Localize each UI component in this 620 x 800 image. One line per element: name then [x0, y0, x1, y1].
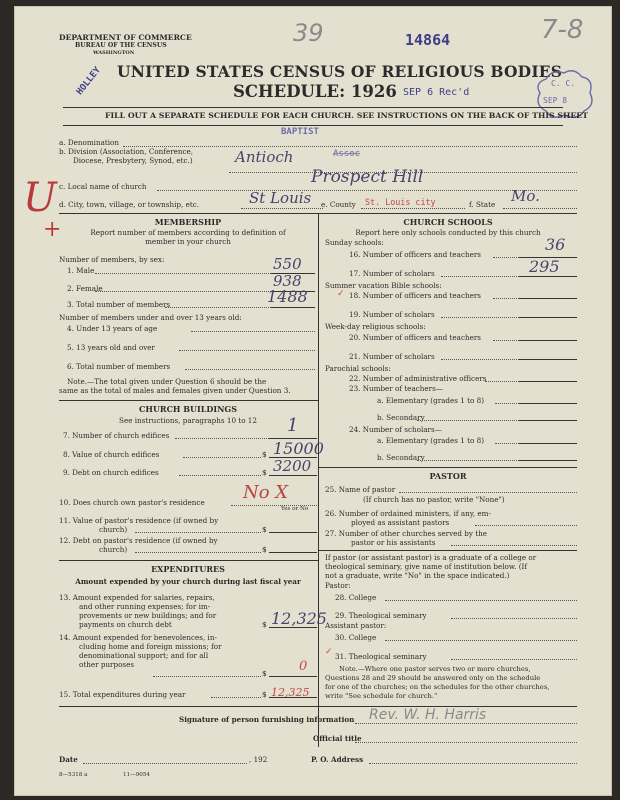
male-value: 550: [273, 255, 302, 273]
i27-line: [451, 545, 577, 546]
item-24b-label: b. Secondary: [377, 453, 425, 462]
res-value-line: [269, 532, 317, 533]
under13-dots: [191, 331, 315, 332]
parochial-label: Parochial schools:: [325, 364, 391, 373]
item-27-label: 27. Number of other churches served by the: [325, 529, 488, 538]
item-23b-label: b. Secondary: [377, 413, 425, 422]
summer-label: Summer vacation Bible schools:: [325, 281, 442, 290]
item-17-label: 17. Number of scholars: [349, 269, 435, 278]
membership-rule: [59, 400, 318, 401]
value-dots: [183, 457, 261, 458]
exp-14-dollar: $: [262, 669, 267, 678]
residence-value-label: 11. Value of pastor's residence (if owned by: [59, 516, 219, 525]
female-value: 938: [273, 272, 302, 290]
official-title-label: Official title: [313, 734, 362, 743]
i21-dots: [441, 359, 519, 360]
exp-15-dollar: $: [262, 690, 267, 699]
schools-note: Report here only schools conducted by this church: [355, 228, 541, 237]
pastor-residence-label: 10. Does church own pastor's residence: [59, 498, 205, 507]
graduate-note-2: theological seminary, give name of institution below. (If: [325, 562, 528, 571]
item-24a-label: a. Elementary (grades 1 to 8): [377, 436, 484, 445]
form-number: 8—5318 a: [59, 772, 88, 778]
total6-dots: [185, 369, 315, 370]
res-value-dots: [135, 532, 261, 533]
i18-line: [519, 298, 577, 299]
schedule-title: SCHEDULE: 1926: [233, 82, 397, 101]
county-line: [361, 208, 465, 209]
edifices-label: 7. Number of church edifices: [63, 431, 170, 440]
item-19-label: 19. Number of scholars: [349, 310, 435, 319]
value-edifices-label: 8. Value of church edifices: [63, 450, 160, 459]
exp-14-label-4: other purposes: [79, 660, 135, 669]
total-members-value: 1488: [267, 287, 308, 306]
assistant-subheading: Assistant pastor:: [325, 621, 387, 630]
item-18-label: 18. Number of officers and teachers: [349, 291, 481, 300]
signature-value: Rev. W. H. Harris: [369, 707, 487, 723]
item-30-label: 30. College: [335, 633, 377, 642]
red-plus-mark: +: [43, 217, 62, 242]
received-stamp: SEP 6 Rec'd: [403, 87, 470, 98]
item-23-label: 23. Number of teachers—: [349, 384, 443, 393]
over-13-label: 5. 13 years old and over: [67, 343, 155, 352]
item-29-label: 29. Theological seminary: [335, 611, 427, 620]
i23b-dots: [417, 420, 519, 421]
weekday-label: Week-day religious schools:: [325, 322, 426, 331]
male-label: 1. Male: [67, 266, 95, 275]
signature-line: [355, 723, 577, 724]
exp-14-label-2: cluding home and foreign missions; for: [79, 642, 222, 651]
date-line: [83, 763, 247, 764]
pastor-note-2: Questions 28 and 29 should be answered only on the schedule: [325, 674, 541, 682]
denomination-label: a. Denomination: [59, 138, 119, 147]
female-label: 2. Female: [67, 284, 103, 293]
red-check-31: ✓: [325, 647, 333, 657]
circle-stamp-line-2: SEP 8: [543, 96, 568, 105]
assoc-stamp: Assoc: [333, 149, 361, 159]
red-margin-mark: U: [23, 175, 57, 221]
exp-13-label-2: and other running expenses; for im-: [79, 602, 211, 611]
i18-dots: [493, 298, 519, 299]
handwritten-number-7-8: 7-8: [541, 15, 584, 45]
total-dots: [165, 307, 271, 308]
i29-line: [451, 618, 577, 619]
exp-15-dots: [211, 697, 261, 698]
holley-stamp: HOLLEY: [75, 65, 103, 98]
item-27-label-2: pastor or his assistants: [351, 538, 436, 547]
i24a-line: [519, 443, 577, 444]
i28-line: [385, 600, 577, 601]
schools-rule: [318, 467, 577, 468]
sunday-schools-label: Sunday schools:: [325, 238, 384, 247]
baptist-stamp: BAPTIST: [281, 127, 319, 137]
exp-15-label: 15. Total expenditures during year: [59, 690, 186, 699]
debt-edifices-value: 3200: [273, 457, 312, 475]
item-16-value: 36: [545, 235, 566, 254]
male-dots: [95, 273, 271, 274]
over13-dots: [179, 350, 315, 351]
exp-14-line: [269, 676, 317, 677]
form-title: UNITED STATES CENSUS OF RELIGIOUS BODIES: [117, 62, 563, 81]
total-line: [271, 307, 315, 308]
item-25-label: 25. Name of pastor: [325, 485, 396, 494]
census-form-sheet: [14, 6, 612, 796]
exp-13-label: 13. Amount expended for salaries, repairs,: [59, 593, 215, 602]
serial-number-stamp: 14864: [405, 31, 451, 49]
pastor-heading: PASTOR: [429, 471, 467, 481]
county-value: St. Louis city: [365, 197, 436, 207]
exp-14-value: 0: [299, 659, 308, 674]
state-line: [503, 208, 577, 209]
state-label: f. State: [469, 200, 496, 209]
i22-line: [519, 381, 577, 382]
res-debt-dollar: $: [262, 545, 267, 554]
i23b-line: [519, 420, 577, 421]
value-dollar: $: [262, 450, 267, 459]
item-26-label-2: ployed as assistant pastors: [351, 518, 450, 527]
item-20-label: 20. Number of officers and teachers: [349, 333, 481, 342]
i22-dots: [485, 381, 519, 382]
exp-13-dollar: $: [262, 620, 267, 629]
exp-14-dots: [153, 676, 261, 677]
i23a-dots: [495, 403, 519, 404]
total-members-label: 3. Total number of members: [67, 300, 171, 309]
i17-dots: [441, 276, 519, 277]
item-25-note: (If church has no pastor, write "None"): [363, 495, 505, 504]
item-26-label: 26. Number of ordained ministers, if any, em-: [325, 509, 491, 518]
signature-label: Signature of person furnishing information: [179, 715, 355, 724]
po-address-line: [369, 763, 577, 764]
red-check-18: ✓: [337, 289, 345, 299]
buildings-rule: [59, 560, 318, 561]
city-value: St Louis: [249, 189, 312, 207]
debt-edifices-label: 9. Debt on church edifices: [63, 468, 159, 477]
local-name-value: Prospect Hill: [311, 167, 424, 187]
exp-15-value: 12,325: [271, 686, 310, 699]
i23a-line: [519, 403, 577, 404]
buildings-heading: CHURCH BUILDINGS: [139, 404, 237, 414]
exp-13-label-4: payments on church debt: [79, 620, 172, 629]
pastor-rule: [318, 550, 577, 551]
washington-label: WASHINGTON: [93, 50, 135, 56]
graduate-note-3: not a graduate, write "No" in the space indicated.): [325, 571, 510, 580]
membership-note-b: same as the total of males and females given under Question 3.: [59, 386, 291, 395]
age-heading: Number of members under and over 13 years old:: [59, 313, 242, 322]
expenditures-note: Amount expended by your church during last fiscal year: [75, 577, 301, 586]
debt-line: [269, 475, 317, 476]
female-dots: [95, 291, 271, 292]
schools-heading: CHURCH SCHOOLS: [403, 217, 493, 227]
header-rule-top: [63, 107, 563, 108]
header-rule-bottom: [63, 125, 563, 126]
bureau-label: BUREAU OF THE CENSUS: [75, 42, 167, 49]
item-28-label: 28. College: [335, 593, 377, 602]
date-label: Date: [59, 755, 78, 764]
residence-debt-label-2: church): [99, 545, 128, 554]
exp-13-value: 12,325: [271, 609, 327, 628]
total-6-label: 6. Total number of members: [67, 362, 171, 371]
residence-value-label-2: church): [99, 525, 128, 534]
membership-note-a: Note.—The total given under Question 6 should be the: [67, 377, 267, 386]
exp-14-label-3: denominational support; and for all: [79, 651, 209, 660]
item-31-label: 31. Theological seminary: [335, 652, 427, 661]
i20-dots: [493, 340, 519, 341]
i19-line: [519, 317, 577, 318]
debt-dollar: $: [262, 468, 267, 477]
value-edifices-value: 15000: [273, 439, 324, 458]
local-name-label: c. Local name of church: [59, 182, 147, 191]
pastor-note-4: write "See schedule for church.": [325, 692, 438, 700]
division-label: b. Division (Association, Conference,: [59, 147, 194, 156]
i24b-dots: [417, 460, 519, 461]
item-21-label: 21. Number of scholars: [349, 352, 435, 361]
i24b-line: [519, 460, 577, 461]
res-debt-line: [269, 552, 317, 553]
exp-13-label-3: provements or new buildings; and for: [79, 611, 217, 620]
membership-note-2: member in your church: [145, 237, 231, 246]
division-label-2: Diocese, Presbytery, Synod, etc.): [73, 156, 193, 165]
pastor-note-1: Note.—Where one pastor serves two or more churches,: [339, 665, 531, 673]
pastor-subheading: Pastor:: [325, 581, 351, 590]
instructions-line: FILL OUT A SEPARATE SCHEDULE FOR EACH CHURCH. SEE INSTRUCTIONS ON THE BACK OF THIS SHEET: [105, 111, 589, 120]
po-address-label: P. O. Address: [311, 755, 364, 764]
item-24-label: 24. Number of scholars—: [349, 425, 442, 434]
i26-line: [475, 525, 577, 526]
res-debt-dots: [135, 552, 261, 553]
i24a-dots: [495, 443, 519, 444]
pastor-residence-value: No X: [243, 482, 289, 503]
members-by-sex-label: Number of members, by sex:: [59, 255, 165, 264]
footer-rule: [59, 706, 577, 707]
i31-line: [451, 659, 577, 660]
state-value: Mo.: [511, 187, 540, 205]
pastor-note-3: for one of the churches; on the schedules for the other churches,: [325, 683, 550, 691]
membership-heading: MEMBERSHIP: [154, 217, 222, 227]
membership-note-1: Report number of members according to definition of: [90, 228, 286, 237]
exp-14-label: 14. Amount expended for benevolences, in-: [59, 633, 217, 642]
buildings-note: See instructions, paragraphs 10 to 12: [119, 416, 257, 425]
i30-line: [385, 640, 577, 641]
i25-line: [399, 492, 577, 493]
circle-stamp-line-1: C. C.: [551, 79, 576, 88]
county-label: e. County: [321, 200, 356, 209]
official-title-line: [355, 742, 577, 743]
department-label: DEPARTMENT OF COMMERCE: [59, 33, 192, 42]
item-22-label: 22. Number of administrative officers: [349, 374, 487, 383]
edifices-dots: [175, 438, 269, 439]
i20-line: [519, 340, 577, 341]
item-17-value: 295: [529, 257, 560, 276]
item-23a-label: a. Elementary (grades 1 to 8): [377, 396, 484, 405]
graduate-note-1: If pastor (or assistant pastor) is a graduate of a college or: [325, 553, 537, 562]
city-label: d. City, town, village, or township, etc.: [59, 200, 200, 209]
i19-dots: [441, 317, 519, 318]
debt-dots: [179, 475, 261, 476]
item-16-label: 16. Number of officers and teachers: [349, 250, 481, 259]
year-label: , 192: [249, 755, 268, 764]
i16-dots: [493, 257, 519, 258]
residence-debt-label: 12. Debt on pastor's residence (if owned by: [59, 536, 218, 545]
expenditures-heading: EXPENDITURES: [151, 564, 225, 574]
city-line: [241, 208, 323, 209]
division-value: Antioch: [235, 148, 294, 166]
i21-line: [519, 359, 577, 360]
under-13-label: 4. Under 13 years of age: [67, 324, 158, 333]
i17-line: [519, 276, 577, 277]
res-value-dollar: $: [262, 525, 267, 534]
print-number: 11—9054: [123, 772, 150, 778]
edifices-value: 1: [287, 415, 299, 436]
handwritten-number-39: 39: [293, 19, 324, 47]
yes-or-no-label: Yes or No: [281, 506, 309, 512]
